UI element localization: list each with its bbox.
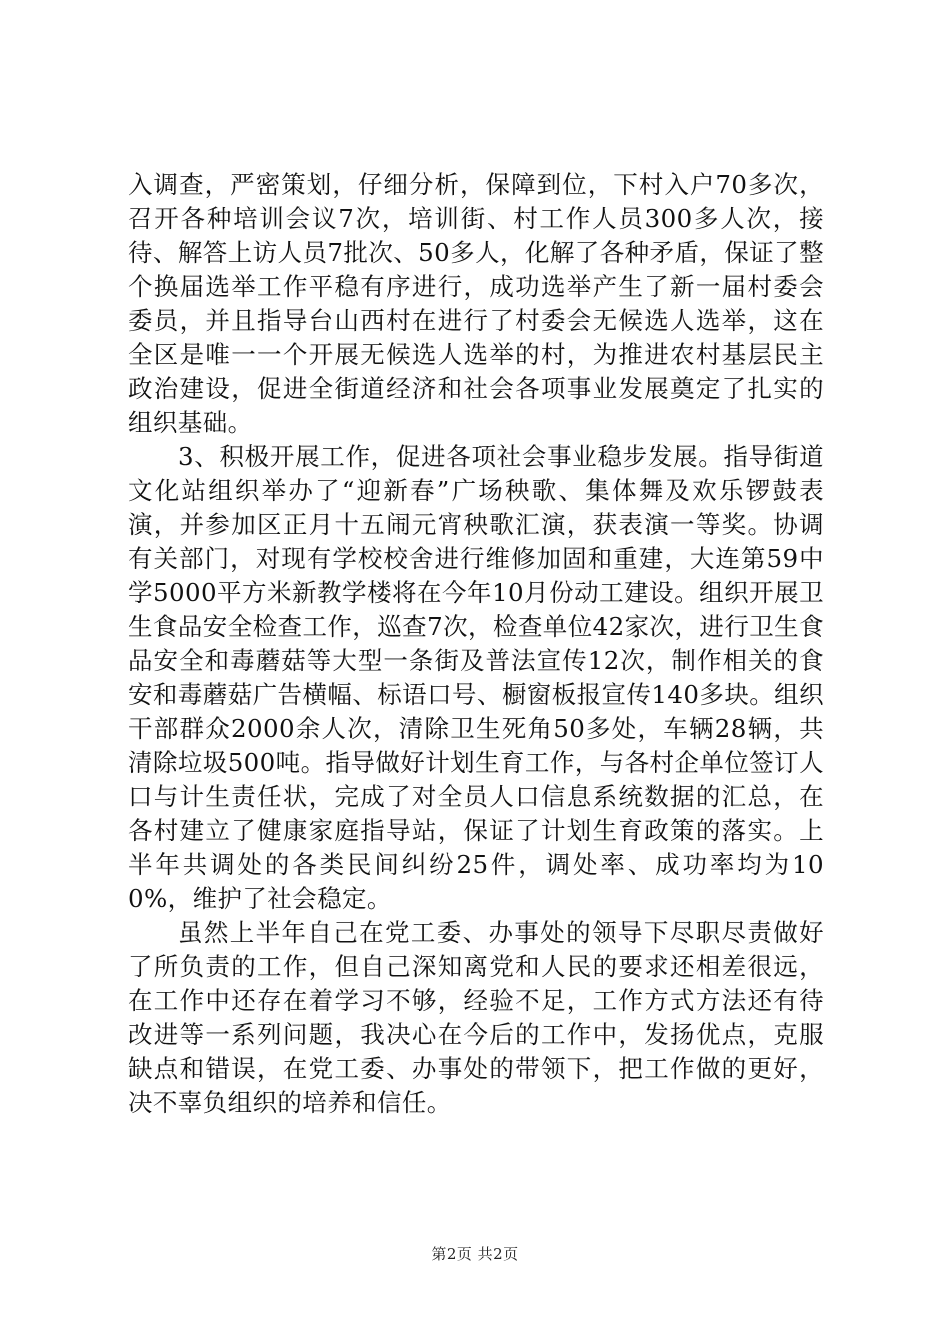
document-body bbox=[128, 168, 824, 1120]
paragraph-social-affairs: 3、积极开展工作，促进各项社会事业稳步发展。指导街道文化站组织举办了“迎新春”广场秧歌、集体舞及欢乐锣鼓表演，并参加区正月十五闹元宵秧歌汇演，获表演一等奖。协调有关部门，对现有学校校舍进行维修加固和重建，大连第59中学5000平方米新教学楼将在今年10月份动工建设。组织开展卫生食品安全检查工作，巡查7次，检查单位42家次，进行卫生食品安全和毒蘑菇等大型一条街及普法宣传12次，制作相关的食安和毒蘑菇广告横幅、标语口号、橱窗板报宣传140多块。组织干部群众2000余人次，清除卫生死角50多处，车辆28辆，共清除垃圾500吨。指导做好计划生育工作，与各村企单位签订人口与计生责任状，完成了对全员人口信息系统数据的汇总，在各村建立了健康家庭指导站，保证了计划生育政策的落实。上半年共调处的各类民间纠纷25件，调处率、成功率均为100%，维护了社会稳定。 bbox=[128, 442, 824, 913]
paragraph-continued: 入调查，严密策划，仔细分析，保障到位，下村入户70多次，召开各种培训会议7次，培训街、村工作人员300多人次，接待、解答上访人员7批次、50多人，化解了各种矛盾，保证了整个换届选举工作平稳有序进行，成功选举产生了新一届村委会委员，并且指导台山西村在进行了村委会无候选人选举，这在全区是唯一一个开展无候选人选举的村，为推进农村基层民主政治建设，促进全街道经济和社会各项事业发展奠定了扎实的组织基础。 bbox=[128, 170, 824, 437]
page-number-footer: 第2页 共2页 bbox=[431, 1245, 519, 1263]
paragraph-conclusion: 虽然上半年自己在党工委、办事处的领导下尽职尽责做好了所负责的工作，但自己深知离党和人民的要求还相差很远，在工作中还存在着学习不够，经验不足，工作方式方法还有待改进等一系列问题，我决心在今后的工作中，发扬优点，克服缺点和错误，在党工委、办事处的带领下，把工作做的更好，决不辜负组织的培养和信任。 bbox=[128, 918, 824, 1117]
